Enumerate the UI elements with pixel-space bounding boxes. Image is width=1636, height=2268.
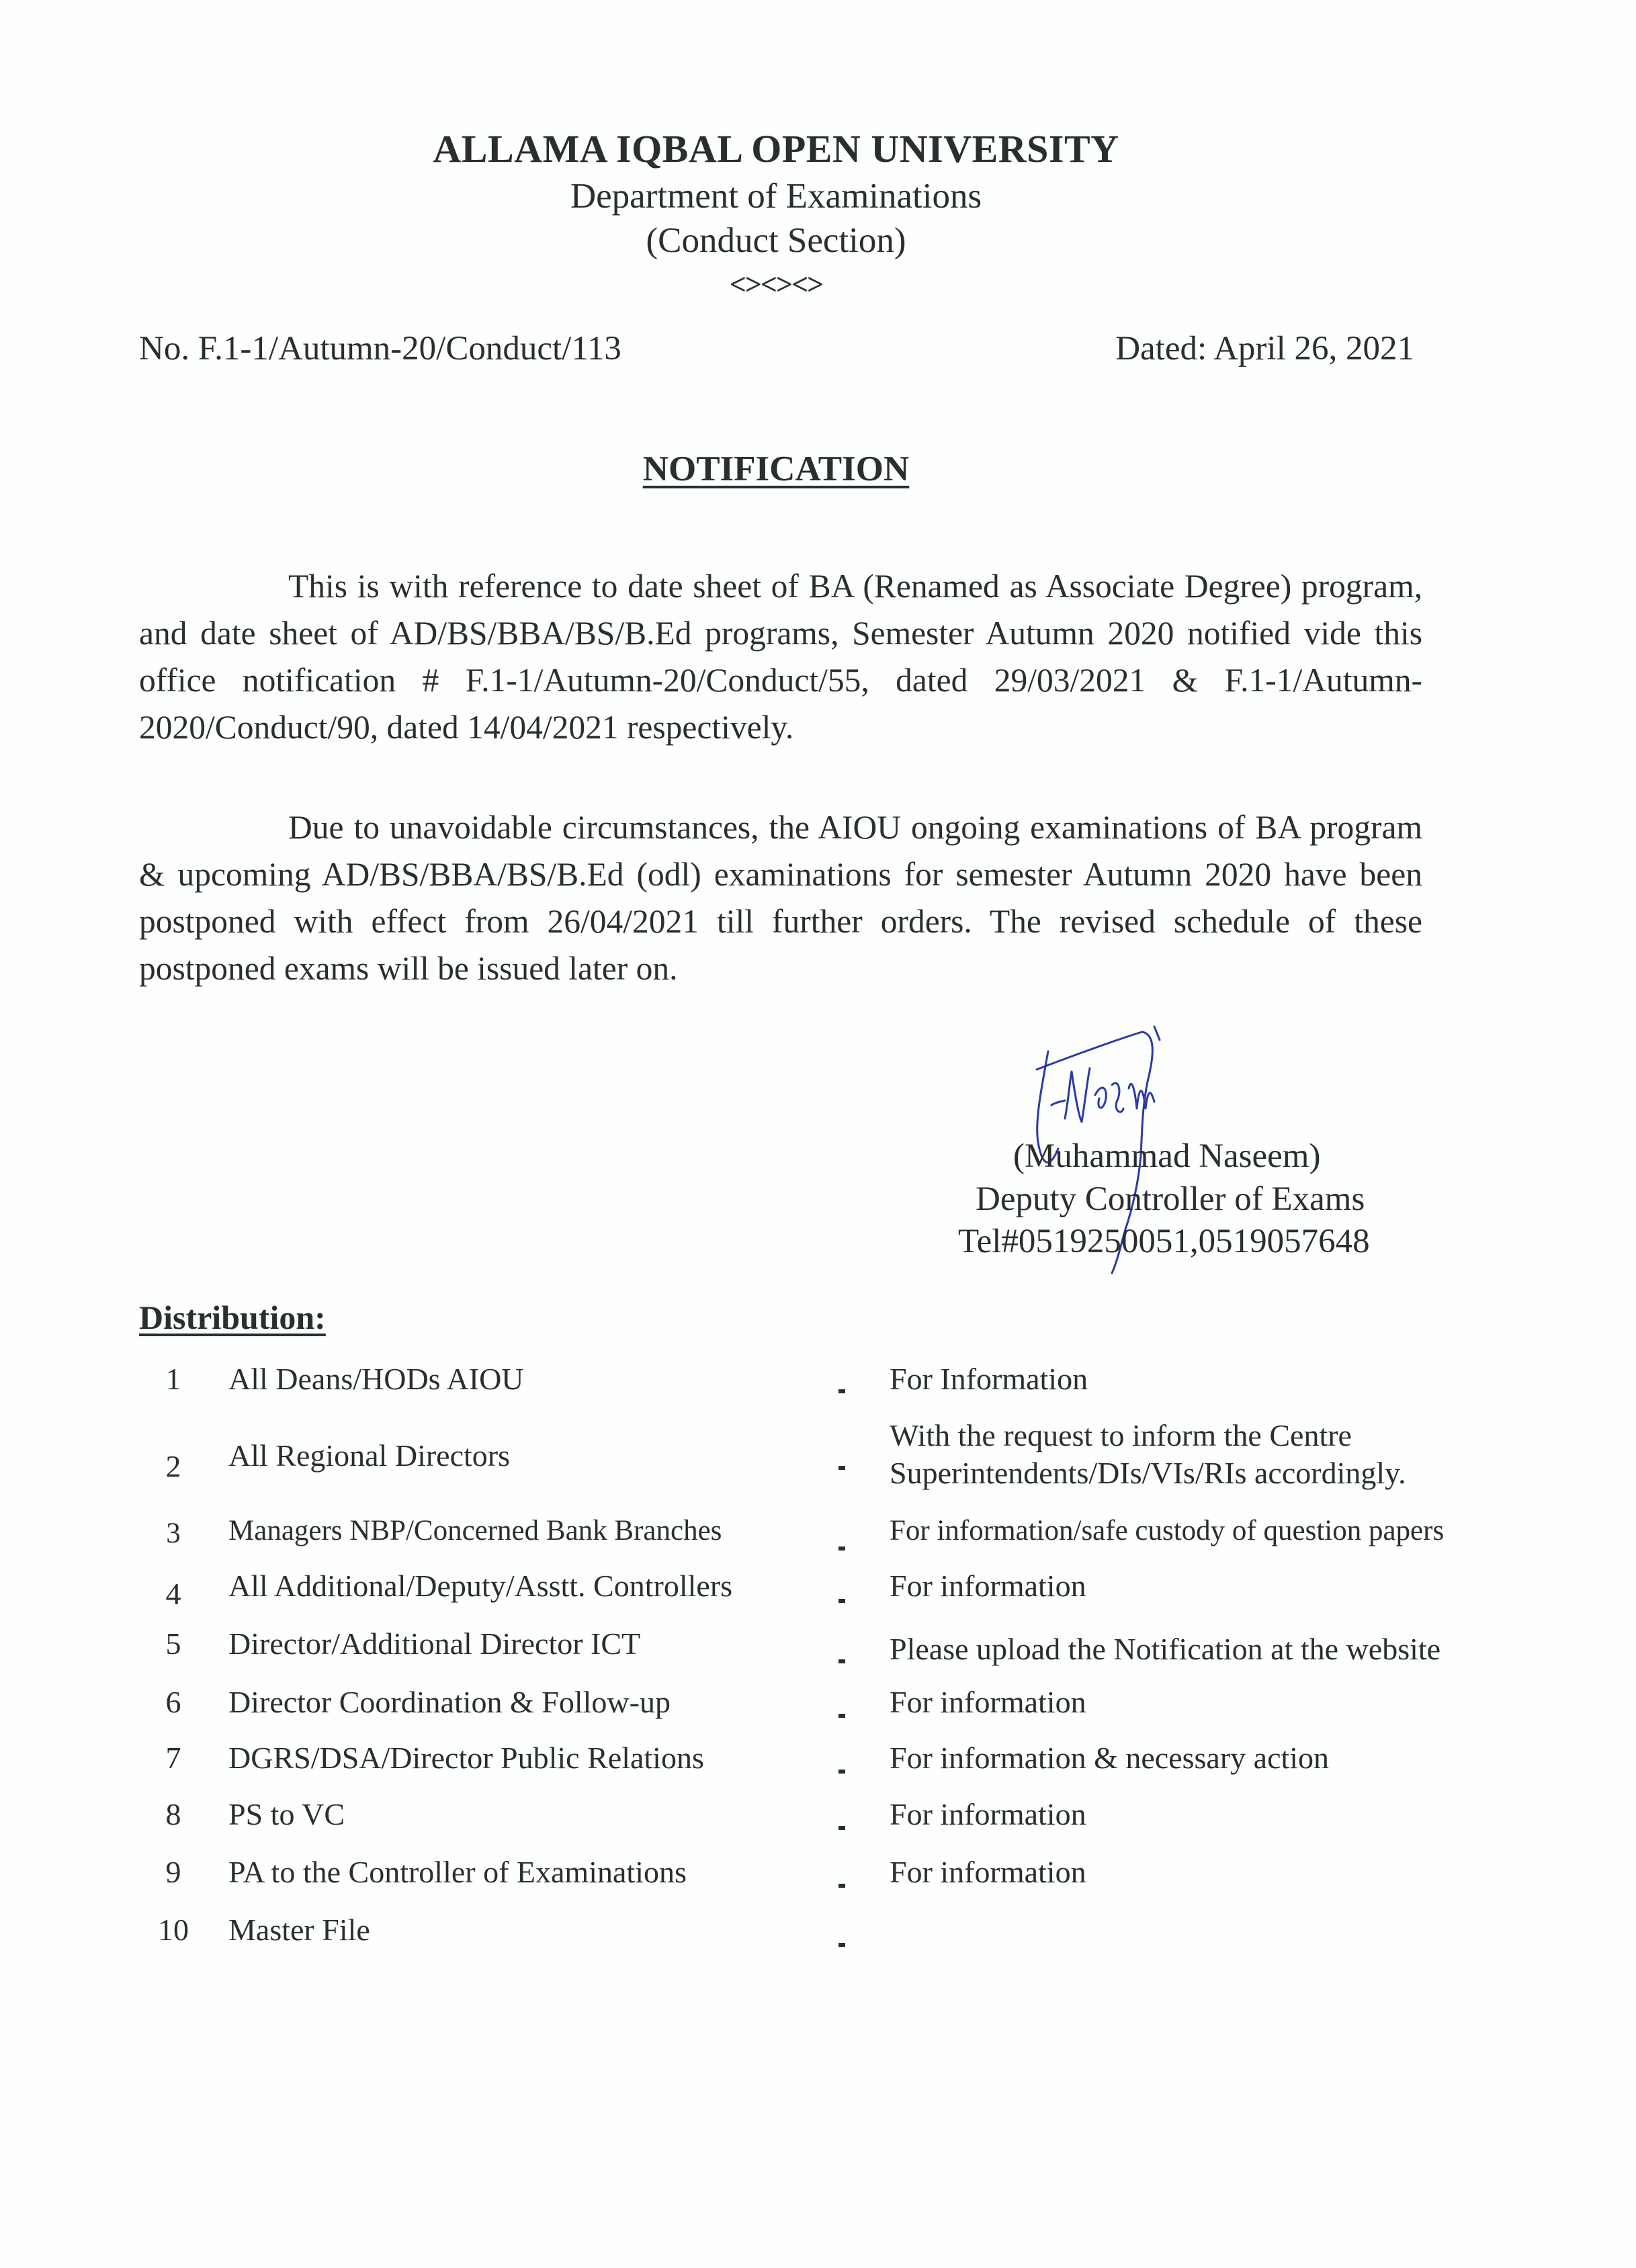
row-number: 8 [165, 1797, 181, 1831]
reference-number: No. F.1-1/Autumn-20/Conduct/113 [139, 330, 621, 367]
row-recipient: All Additional/Deputy/Asstt. Controllers [228, 1569, 733, 1603]
dash-separator [838, 1714, 845, 1718]
row-number: 6 [165, 1685, 181, 1719]
dash-separator [838, 1466, 845, 1470]
distribution-row [0, 1912, 1636, 1952]
dash-separator [838, 1884, 845, 1888]
row-number: 7 [165, 1741, 181, 1775]
notification-heading [0, 449, 1552, 489]
row-recipient: DGRS/DSA/Director Public Relations [228, 1741, 704, 1775]
row-number: 10 [158, 1913, 189, 1947]
row-number: 1 [165, 1362, 181, 1396]
distribution-row [0, 1684, 1636, 1725]
row-number: 2 [165, 1449, 181, 1483]
dash-separator [838, 1389, 845, 1393]
row-action: For information [890, 1797, 1086, 1831]
notification-heading-text: NOTIFICATION [642, 449, 910, 488]
distribution-row [0, 1854, 1636, 1894]
row-recipient: PS to VC [228, 1797, 345, 1831]
row-action: Please upload the Notification at the website [890, 1632, 1441, 1666]
row-recipient: Director Coordination & Follow-up [228, 1685, 671, 1719]
dash-separator [838, 1770, 845, 1774]
distribution-heading-text: Distribution: [139, 1299, 326, 1336]
signature-stroke [1095, 1088, 1106, 1108]
row-action: For information [890, 1569, 1086, 1603]
distribution-row [0, 1740, 1636, 1780]
row-recipient: Managers NBP/Concerned Bank Branches [228, 1515, 722, 1546]
row-action: For information/safe custody of question papers [890, 1515, 1445, 1546]
signature-stroke [1051, 1100, 1065, 1105]
department-name: Department of Examinations [570, 177, 982, 216]
distribution-row [0, 1626, 1636, 1666]
signature-stroke [1112, 1083, 1123, 1112]
signatory-designation: Deputy Controller of Exams [976, 1180, 1365, 1218]
dash-separator [838, 1826, 845, 1830]
row-action: With the request to inform the Centre [890, 1418, 1352, 1452]
row-recipient: All Deans/HODs AIOU [228, 1362, 524, 1396]
dash-separator [838, 1659, 845, 1663]
dash-separator [838, 1943, 845, 1947]
document-date: Dated: April 26, 2021 [1115, 330, 1414, 367]
row-recipient: Master File [228, 1913, 370, 1947]
dash-separator [838, 1599, 845, 1603]
distribution-row [0, 1514, 1636, 1555]
distribution-row [0, 1361, 1636, 1401]
university-name: ALLAMA IQBAL OPEN UNIVERSITY [433, 127, 1119, 171]
row-number: 4 [165, 1577, 181, 1611]
row-recipient: Director/Additional Director ICT [228, 1626, 641, 1661]
distribution-row [0, 1568, 1636, 1611]
signature-stroke [1065, 1068, 1090, 1122]
header-ornament: <><><> [729, 268, 823, 301]
row-number: 9 [165, 1855, 181, 1889]
row-action: For Information [890, 1362, 1088, 1396]
row-action: For information [890, 1855, 1086, 1889]
signature-stroke [1154, 1027, 1160, 1040]
paragraph-postponement: Due to unavoidable circumstances, the AIOU ongoing examinations of BA program & upcoming AD/BS/BBA/BS/B.Ed (odl) examinations for semester Autumn 2020 have been postponed with effect from 26/04/2021 till further orders. The revised schedule of these postponed exams will be issued later on. [139, 809, 1422, 987]
distribution-heading [139, 1298, 326, 1337]
row-recipient: PA to the Controller of Examinations [228, 1855, 687, 1889]
row-recipient: All Regional Directors [228, 1438, 511, 1473]
row-number: 5 [165, 1626, 181, 1661]
row-number: 3 [166, 1518, 181, 1549]
dash-separator [838, 1546, 845, 1551]
row-action: For information & necessary action [890, 1741, 1330, 1775]
distribution-row [0, 1418, 1636, 1498]
paragraph-reference: This is with reference to date sheet of BA (Renamed as Associate Degree) program, and date sheet of AD/BS/BBA/BS/B.Ed programs, Semester Autumn 2020 notified vide this office notification # F.1-1/Autumn-20/Conduct/55, dated 29/03/2021 & F.1-1/Autumn-2020/Conduct/90, dated 14/04/2021 respectively. [139, 568, 1422, 746]
signature-stroke [1129, 1084, 1154, 1108]
distribution-row [0, 1796, 1636, 1837]
row-action-continued: Superintendents/DIs/VIs/RIs accordingly. [890, 1456, 1406, 1490]
section-name: (Conduct Section) [646, 221, 906, 260]
signatory-telephone: Tel#0519250051,0519057648 [958, 1223, 1370, 1260]
row-action: For information [890, 1685, 1086, 1719]
signatory-name: (Muhammad Naseem) [1013, 1137, 1321, 1175]
